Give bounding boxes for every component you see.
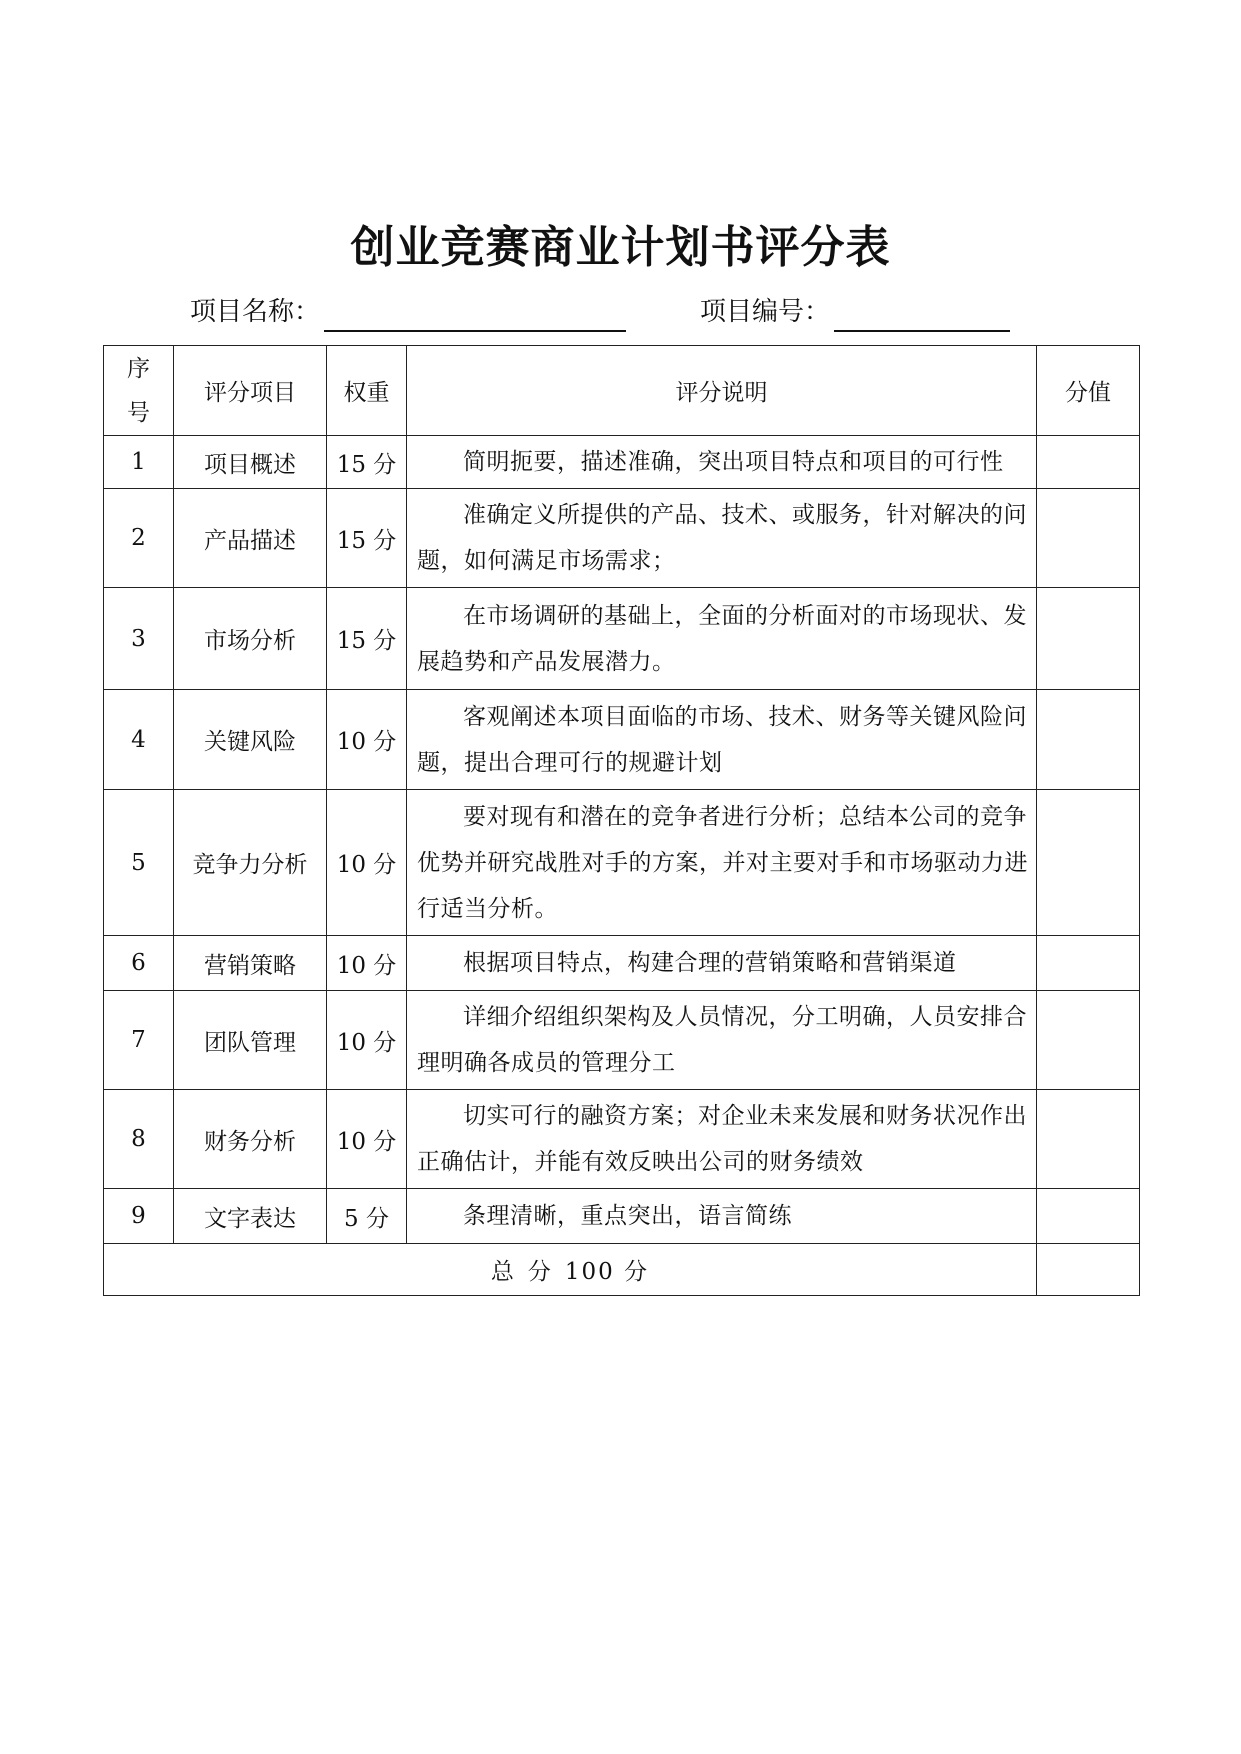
project-code-label: 项目编号： [700,297,831,327]
row-item: 团队管理 [174,991,327,1090]
total-label-cell [104,1244,1037,1296]
row-description-text: 根据项目特点，构建合理的营销策略和营销渠道 [463,950,957,976]
header-item: 评分项目 [174,346,327,436]
project-code-blank[interactable] [834,296,1010,332]
row-item: 项目概述 [174,436,327,489]
row-description [407,936,1037,991]
row-no: 1 [104,436,174,489]
row-description-text: 简明扼要，描述准确，突出项目特点和项目的可行性 [463,449,1004,475]
row-item: 市场分析 [174,588,327,690]
row-no: 4 [104,690,174,790]
row-no: 8 [104,1090,174,1189]
row-description [407,690,1037,790]
project-code-field [700,292,1010,332]
row-score-cell[interactable] [1037,790,1140,936]
row-description-text: 在市场调研的基础上，全面的分析面对的市场现状、发展趋势和产品发展潜力。 [417,602,1027,675]
row-score-cell[interactable] [1037,1189,1140,1244]
row-weight: 10 分 [327,790,407,936]
row-description-text: 详细介绍组织架构及人员情况，分工明确，人员安排合理明确各成员的管理分工 [417,1004,1027,1076]
row-description [407,436,1037,489]
row-description-text: 切实可行的融资方案；对企业未来发展和财务状况作出正确估计，并能有效反映出公司的财务绩效 [417,1103,1027,1175]
row-score-cell[interactable] [1037,991,1140,1090]
table-row [104,1189,1140,1244]
row-weight: 10 分 [327,936,407,991]
row-description [407,489,1037,588]
row-weight: 15 分 [327,436,407,489]
row-description-text: 条理清晰，重点突出，语言简练 [463,1203,792,1229]
header-no-line2: 号 [127,399,150,426]
total-value: 100 分 [564,1259,650,1285]
row-item: 财务分析 [174,1090,327,1189]
table-row [104,790,1140,936]
row-description-text: 客观阐述本项目面临的市场、技术、财务等关键风险问题，提出合理可行的规避计划 [417,703,1027,776]
project-name-blank[interactable] [324,296,626,332]
row-weight: 5 分 [327,1189,407,1244]
table-row [104,489,1140,588]
row-score-cell[interactable] [1037,936,1140,991]
row-weight: 10 分 [327,690,407,790]
project-name-field [190,292,626,332]
total-score-cell[interactable] [1037,1244,1140,1296]
header-no [104,346,174,436]
header-description: 评分说明 [407,346,1037,436]
row-description [407,588,1037,690]
scoring-table [103,345,1140,1296]
row-weight: 10 分 [327,1090,407,1189]
document-title: 创业竞赛商业计划书评分表 [350,222,891,273]
table-row [104,936,1140,991]
row-score-cell[interactable] [1037,1090,1140,1189]
row-description [407,991,1037,1090]
row-no: 9 [104,1189,174,1244]
row-no: 6 [104,936,174,991]
header-no-line1: 序 [127,355,150,382]
table-total-row [104,1244,1140,1296]
row-score-cell[interactable] [1037,436,1140,489]
row-item: 关键风险 [174,690,327,790]
row-no: 5 [104,790,174,936]
table-row [104,436,1140,489]
row-description [407,1090,1037,1189]
header-weight: 权重 [327,346,407,436]
row-description [407,1189,1037,1244]
row-score-cell[interactable] [1037,489,1140,588]
row-item: 营销策略 [174,936,327,991]
row-weight: 15 分 [327,588,407,690]
row-score-cell[interactable] [1037,690,1140,790]
row-description [407,790,1037,936]
row-weight: 15 分 [327,489,407,588]
row-description-text: 要对现有和潜在的竞争者进行分析；总结本公司的竞争优势并研究战胜对手的方案，并对主要对手和市场驱动力进行适当分析。 [417,803,1028,922]
row-item: 竞争力分析 [174,790,327,936]
header-score: 分值 [1037,346,1140,436]
table-row [104,588,1140,690]
row-no: 2 [104,489,174,588]
row-score-cell[interactable] [1037,588,1140,690]
table-row [104,1090,1140,1189]
project-name-label: 项目名称： [190,297,321,327]
row-description-text: 准确定义所提供的产品、技术、或服务，针对解决的问题，如何满足市场需求； [417,502,1027,574]
row-item: 文字表达 [174,1189,327,1244]
row-no: 3 [104,588,174,690]
table-header-row [104,346,1140,436]
total-label-1: 总 [490,1259,516,1285]
table-row [104,690,1140,790]
row-no: 7 [104,991,174,1090]
row-item: 产品描述 [174,489,327,588]
row-weight: 10 分 [327,991,407,1090]
total-label-2: 分 [527,1259,553,1285]
table-row [104,991,1140,1090]
